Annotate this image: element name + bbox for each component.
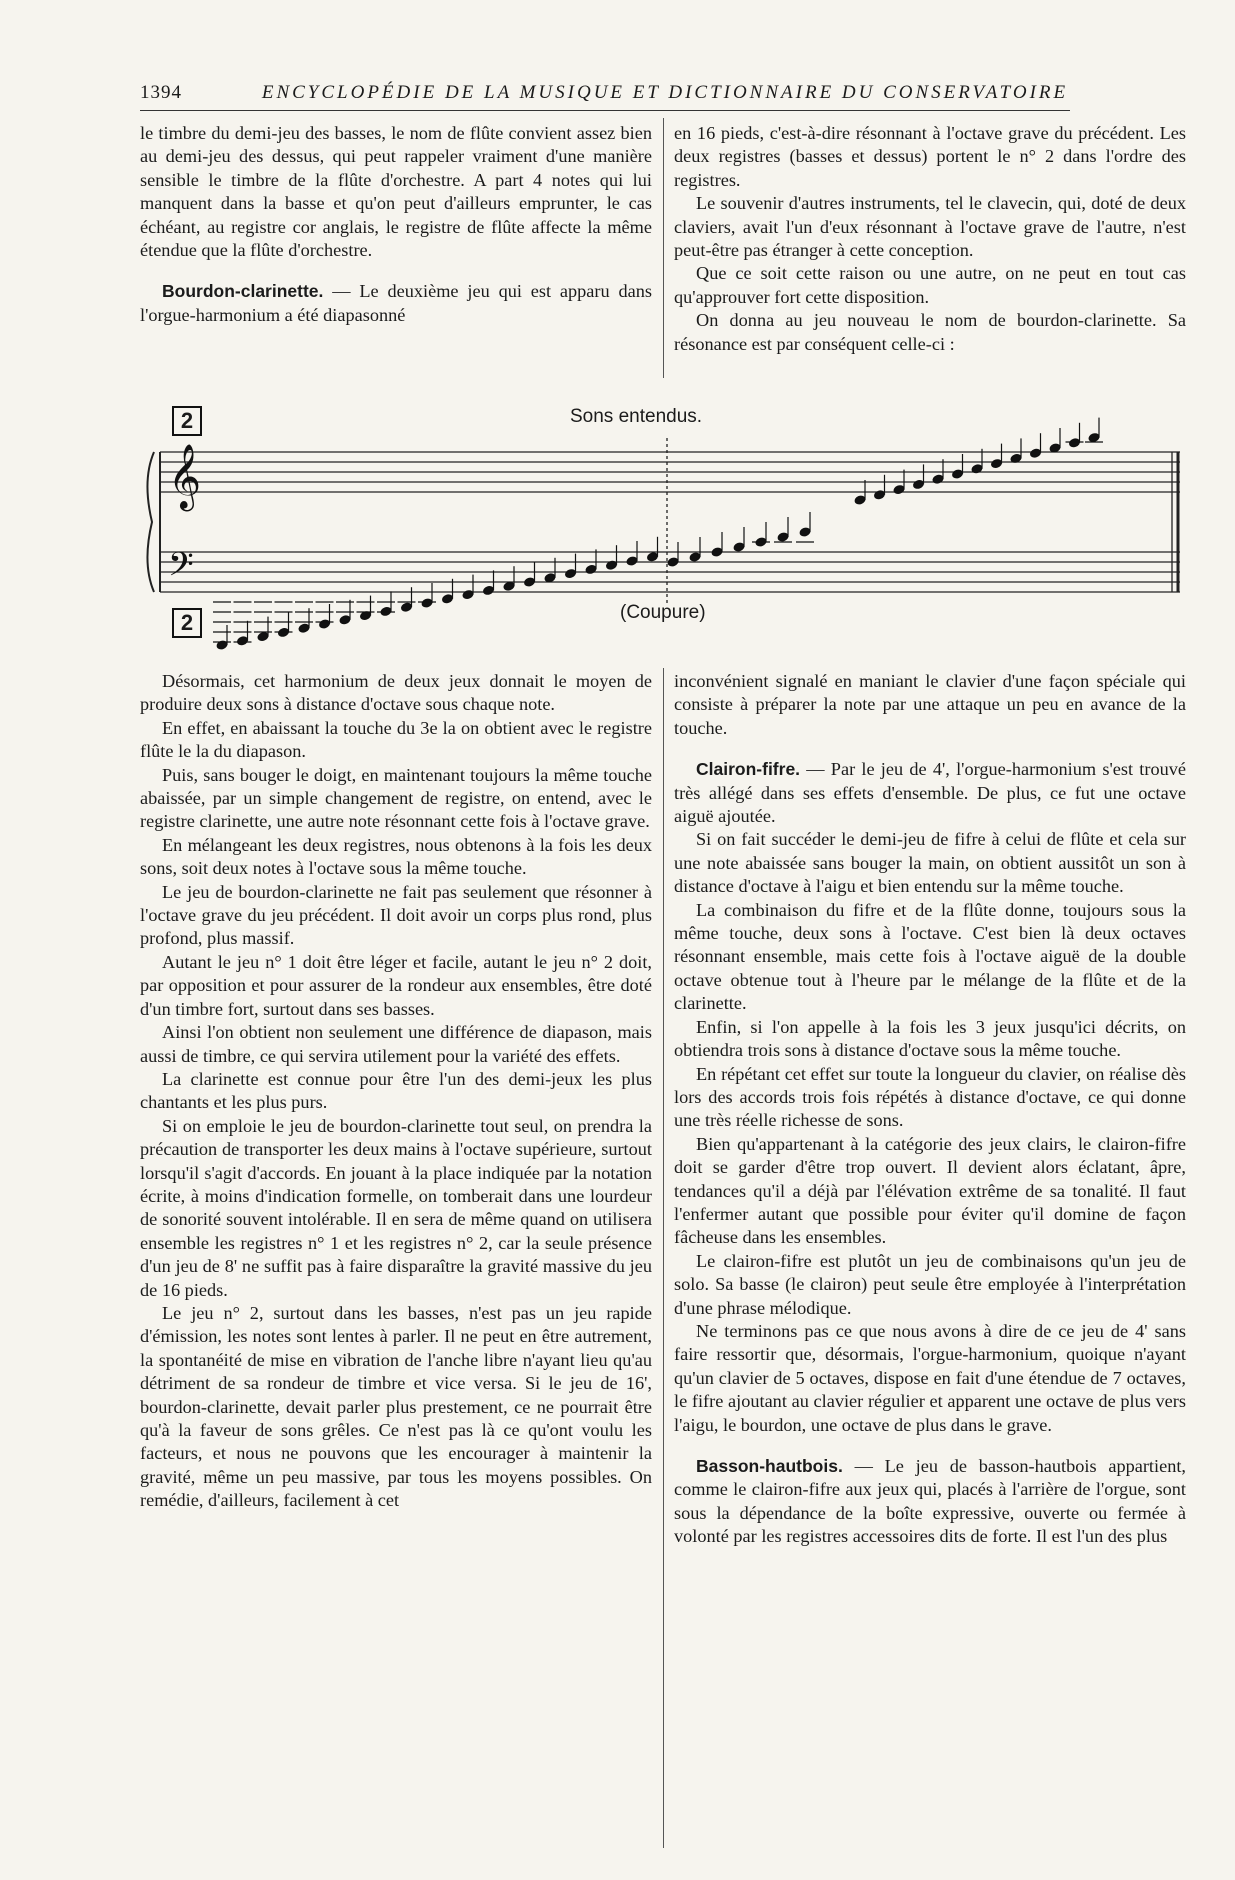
section-heading-bourdon-clarinette: Bourdon-clarinette. — [162, 281, 324, 302]
column-divider — [663, 668, 664, 1848]
music-note — [991, 459, 1003, 469]
music-note — [893, 485, 905, 495]
music-note — [626, 556, 638, 566]
section-heading-basson-hautbois: Basson-hautbois. — [696, 1456, 843, 1476]
column-divider — [663, 118, 664, 378]
paragraph: Puis, sans bouger le doigt, en maintenant toujours la même touche abaissée, par un simple changement de registre, on entend, avec le registre clarinette, une autre note résonnant cette fois à l'octave grave. — [140, 764, 652, 832]
paragraph: inconvénient signalé en maniant le clavier d'une façon spéciale qui consiste à préparer la note par une attaque un peu en avance de la touche. — [674, 671, 1186, 738]
paragraph: Le clairon-fifre est plutôt un jeu de combinaisons qu'un jeu de solo. Sa basse (le clairon) peut seule être employée à l'interprétation d'une phrase mélodique. — [674, 1250, 1186, 1318]
paragraph: Le jeu n° 2, surtout dans les basses, n'est pas un jeu rapide d'émission, les notes sont lentes à parler. Il ne peut en être autrement, la spontanéité de mise en vibration de l'anche libre n'ayant lieu qu'au détriment de sa rondeur de timbre et vice versa. Si le jeu de 16', bourdon-clarinette, devait parler plus prestement, ce ne pourrait être qu'à la faveur de sons grêles. Ce n'est pas là ce qu'ont voulu les facteurs, et nous ne pouvons que les encourager à maintenir la gravité, même un peu massive, par tous les moyens possibles. On remédie, d'ailleurs, facilement à cet — [140, 1302, 652, 1511]
paragraph: Le souvenir d'autres instruments, tel le clavecin, qui, doté de deux claviers, avait l'un d'eux résonnant à l'octave grave de l'autre, n'est peut-être pas étranger à cette conception. — [674, 193, 1186, 261]
music-note — [257, 632, 269, 642]
music-note — [777, 532, 789, 542]
music-example — [140, 400, 1185, 660]
music-note — [237, 636, 249, 646]
music-note — [401, 602, 413, 612]
paragraph: En mélangeant les deux registres, nous obtenons à la fois les deux sons, soit deux notes à l'octave sous la même touche. — [140, 834, 652, 879]
music-note — [565, 569, 577, 579]
music-note — [483, 585, 495, 595]
paragraph: En répétant cet effet sur toute la longueur du clavier, on réalise dès lors des accords trois fois répétés à distance d'octave, ce qui donne une très réelle richesse de sons. — [674, 1063, 1186, 1131]
bass-clef-icon: 𝄢 — [168, 546, 194, 592]
music-note — [689, 552, 701, 562]
music-note — [442, 594, 454, 604]
paragraph: La clarinette est connue pour être l'un des demi-jeux les plus chantants et les plus purs. — [140, 1068, 652, 1113]
register-number-bottom: 2 — [172, 608, 202, 638]
music-note — [647, 552, 659, 562]
paragraph: La combinaison du fifre et de la flûte donne, toujours sous la même touche, deux sons à l'octave. C'est bien là deux octaves résonnant ensemble, mais cette fois à l'octave aiguë de la double octave obtenue tout à l'heure par le mélange de la flûte et de la clarinette. — [674, 899, 1186, 1014]
treble-clef-icon: 𝄞 — [168, 444, 202, 509]
paragraph: Que ce soit cette raison ou une autre, on ne peut en tout cas qu'approuver fort cette disposition. — [674, 263, 1186, 307]
page-header — [140, 82, 1070, 111]
bottom-left-column — [140, 670, 652, 1513]
coupure-label: (Coupure) — [620, 602, 706, 623]
music-note — [733, 542, 745, 552]
music-note — [462, 590, 474, 600]
music-note — [1030, 448, 1042, 458]
music-note — [667, 557, 679, 567]
music-note — [524, 577, 536, 587]
running-title: ENCYCLOPÉDIE DE LA MUSIQUE ET DICTIONNAIRE DU CONSERVATOIRE — [261, 82, 1069, 103]
music-note — [932, 474, 944, 484]
top-right-column — [674, 122, 1186, 356]
paragraph: en 16 pieds, c'est-à-dire résonnant à l'octave grave du précédent. Les deux registres (basses et dessus) portent le n° 2 dans l'ordre des registres. — [674, 123, 1186, 190]
music-note — [339, 615, 351, 625]
paragraph: Si on emploie le jeu de bourdon-clarinette tout seul, on prendra la précaution de transporter les deux mains à l'octave supérieure, surtout lorsqu'il s'agit d'accords. En jouant à la place indiquée par la notation écrite, à moins d'indication formelle, on tomberait dans une lourdeur de sonorité souvent intolérable. Il en sera de même quand on utilisera ensemble les registres n° 1 et les registres n° 2, car la seule présence d'un jeu de 8' ne suffit pas à faire disparaître la gravité massive du jeu de 16 pieds. — [140, 1115, 652, 1300]
paragraph: Ainsi l'on obtient non seulement une différence de diapason, mais aussi de timbre, ce qui servira utilement pour la variété des effets. — [140, 1022, 652, 1066]
paragraph: En effet, en abaissant la touche du 3e la on obtient avec le registre flûte le la du diapason. — [140, 717, 652, 762]
music-note — [799, 527, 811, 537]
paragraph: — Le deuxième jeu qui est apparu dans l'orgue-harmonium a été diapasonné — [140, 281, 652, 325]
paragraph: Le jeu de bourdon-clarinette ne fait pas seulement que résonner à l'octave grave du jeu précédent. Il doit avoir un corps plus rond, plus profond, plus massif. — [140, 881, 652, 949]
music-note — [952, 469, 964, 479]
paragraph: Enfin, si l'on appelle à la fois les 3 jeux jusqu'ici décrits, on obtiendra trois sons à distance d'octave sous la même touche. — [674, 1016, 1186, 1061]
paragraph: Ne terminons pas ce que nous avons à dire de ce jeu de 4' sans faire ressortir que, désormais, l'orgue-harmonium, quoique n'ayant qu'un clavier de 5 octaves, dispose en fait d'une étendue de 7 octaves, le fifre ajoutant au clavier régulier et apparent une octave de plus vers l'aigu, le bourdon, une octave de plus dans le grave. — [674, 1320, 1186, 1435]
music-note — [319, 619, 331, 629]
music-note — [711, 547, 723, 557]
music-note — [874, 490, 886, 500]
paragraph: On donna au jeu nouveau le nom de bourdon-clarinette. Sa résonance est par conséquent celle-ci : — [674, 310, 1186, 354]
paragraph: Autant le jeu n° 1 doit être léger et facile, autant le jeu n° 2 doit, par opposition et pour assurer de la rondeur aux ensembles, être doté d'un timbre fort, surtout dans ses basses. — [140, 951, 652, 1019]
paragraph: Bien qu'appartenant à la catégorie des jeux clairs, le clairon-fifre doit se garder d'être trop ouvert. Il devient alors éclatant, âpre, tendances qu'il a déjà par l'élévation extrême de sa tonalité. Il faut l'enfermer autant que possible pour éviter qu'il domine de façon fâcheuse dans les ensembles. — [674, 1133, 1186, 1248]
bottom-right-column — [674, 670, 1186, 1549]
paragraph: Désormais, cet harmonium de deux jeux donnait le moyen de produire deux sons à distance d'octave sous chaque note. — [140, 671, 652, 715]
section-heading-clairon-fifre: Clairon-fifre. — [696, 759, 801, 780]
music-note — [913, 479, 925, 489]
music-note — [1088, 433, 1100, 443]
music-note — [854, 495, 866, 505]
top-left-column — [140, 122, 652, 327]
paragraph: — Le jeu de basson-hautbois appartient, comme le clairon-fifre aux jeux qui, placés à l'arrière de l'orgue, sont sous la dépendance de la boîte expressive, ouverte ou fermée à volonté par les registres accessoires dits de forte. Il est l'un des plus — [674, 1456, 1186, 1547]
sons-entendus-label: Sons entendus. — [570, 406, 703, 427]
music-note — [298, 623, 310, 633]
register-number-top: 2 — [172, 406, 202, 436]
paragraph: Si on fait succéder le demi-jeu de fifre à celui de flûte et cela sur une note abaissée sans bouger la main, on obtient aussitôt un son à distance d'octave à l'aigu et bien entendu sur la même touche. — [674, 829, 1186, 897]
music-note — [421, 598, 433, 608]
page-number: 1394 — [140, 82, 182, 103]
music-note — [585, 564, 597, 574]
music-note — [1069, 438, 1081, 448]
paragraph: — Par le jeu de 4', l'orgue-harmonium s'est trouvé très allégé dans ses effets d'ensemble. De plus, ce fut une octave aiguë ajoutée. — [674, 759, 1186, 827]
paragraph: le timbre du demi-jeu des basses, le nom de flûte convient assez bien au demi-jeu des dessus, qui peut rappeler vraiment d'une manière sensible le timbre de la flûte d'orchestre. A part 4 notes qui lui manquent dans la basse et qu'on peut d'ailleurs emprunter, le cas échéant, au registre cor anglais, le registre de flûte affecte la même étendue que la flûte d'orchestre. — [140, 123, 652, 261]
